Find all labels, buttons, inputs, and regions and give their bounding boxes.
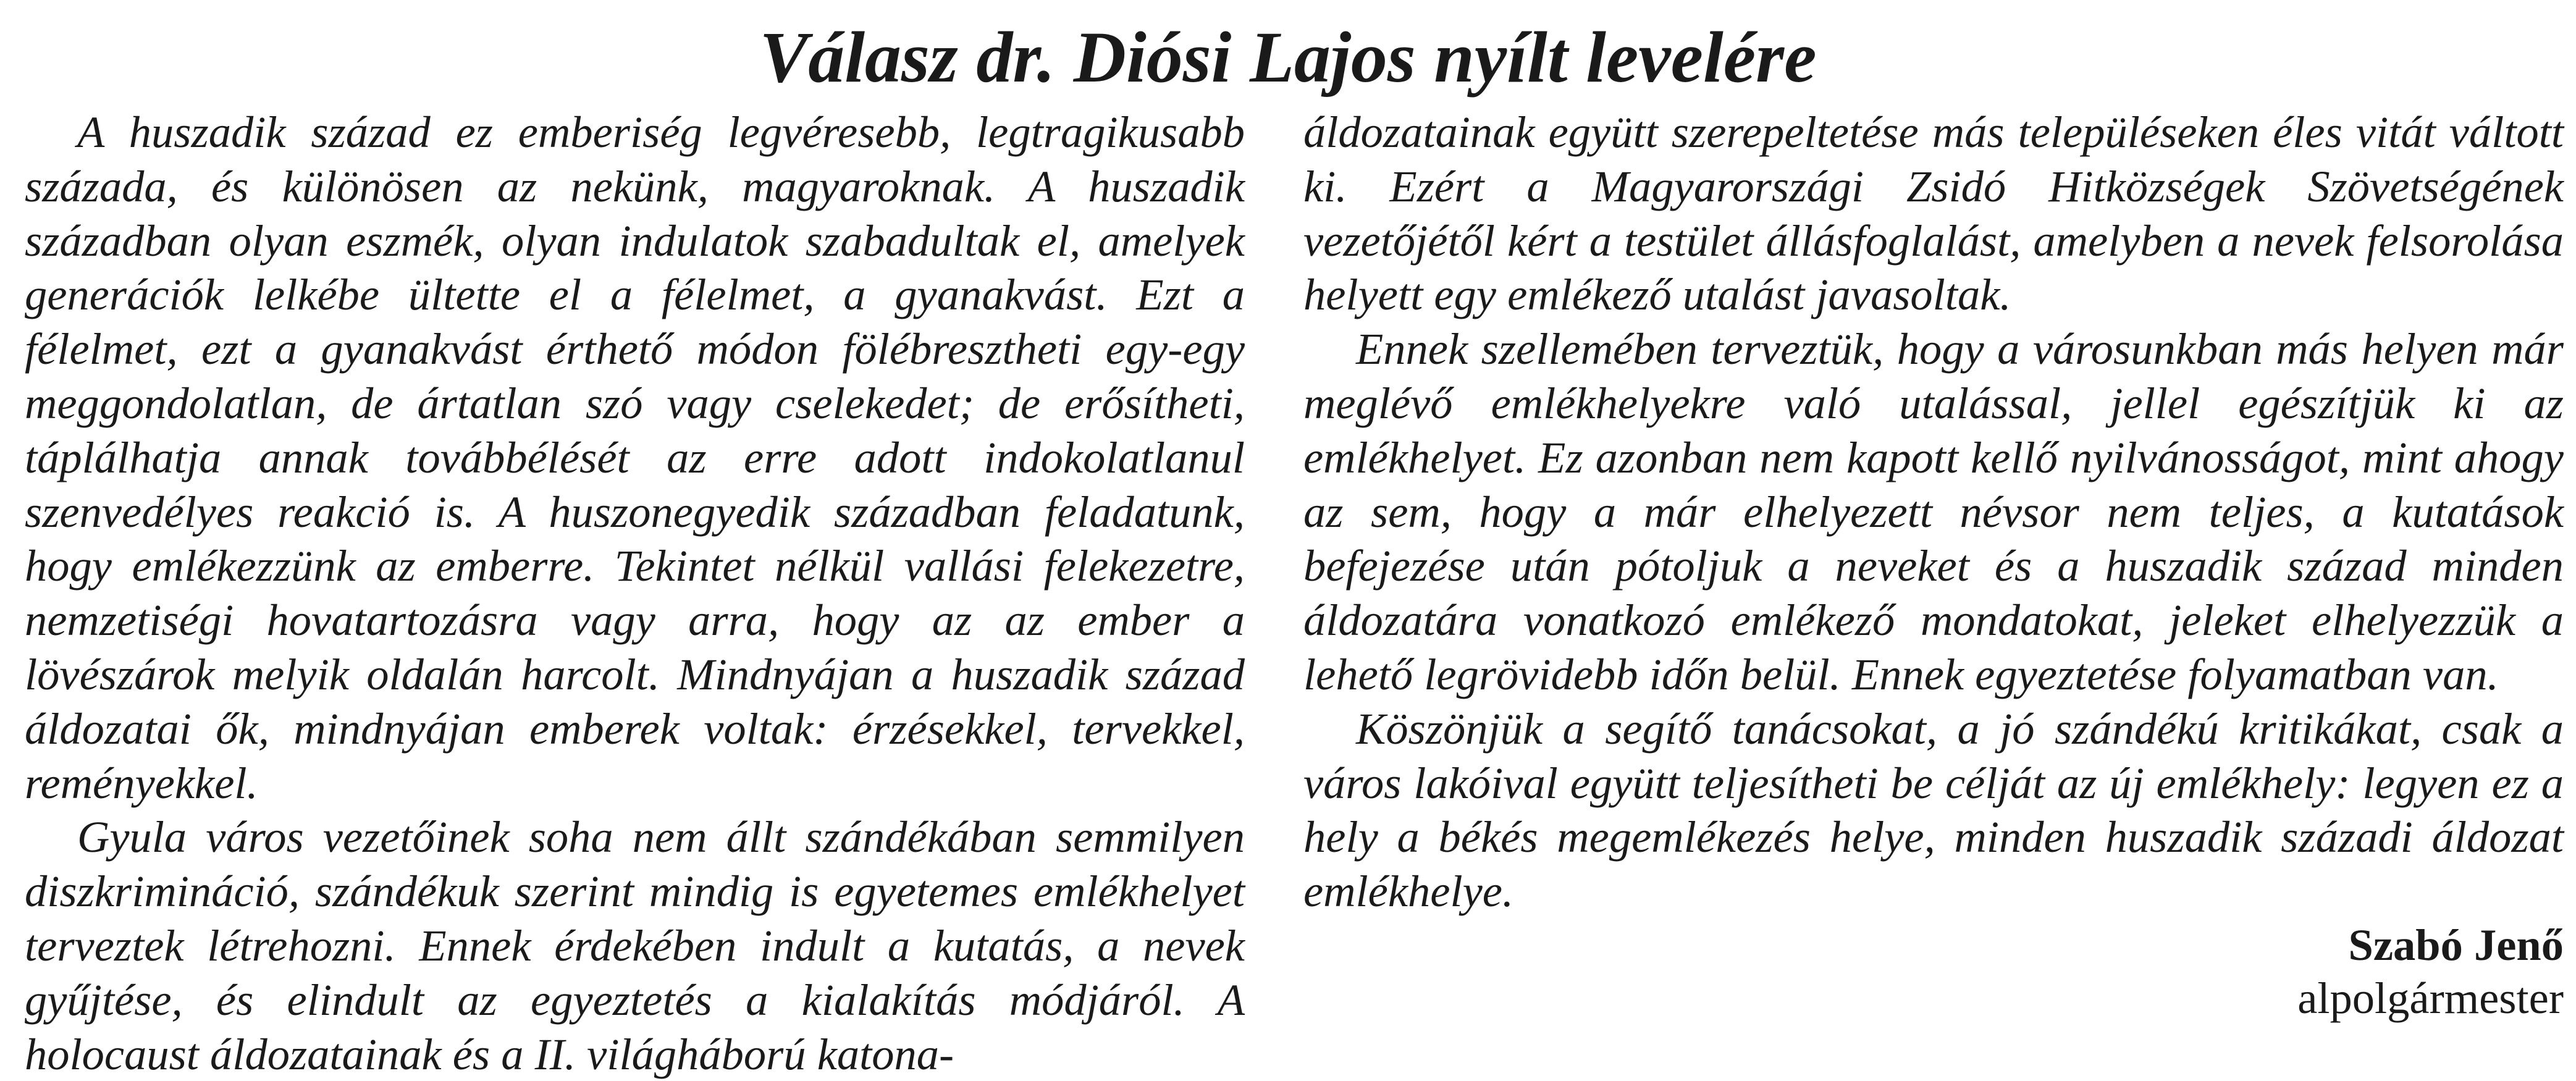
paragraph-2-continued: áldozatainak együtt szerepeltetése más településeken éles vitát váltott ki. Ezért a Magyarországi Zsidó Hitközségek Szövetségének vezetőjétől kért a testület állásfoglalást, amelyben a nevek felsorolása helyett egy emlékező utalást javasoltak.	[1303, 107, 2564, 320]
signature-name: Szabó Jenő	[2348, 919, 2564, 970]
paragraph-2: Gyula város vezetőinek soha nem állt szándékában semmilyen diszkrimináció, szándékuk szerint mindig is egyetemes emlékhelyet terveztek létrehozni. Ennek érdekében indult a kutatás, a nevek gyűjtése, és elindult az egyeztetés a kialakítás módjáról. A holocaust áldozatainak és a II. világháború katona-	[25, 812, 1245, 1079]
article-title: Válasz dr. Diósi Lajos nyílt levelére	[759, 17, 1817, 98]
right-column	[1303, 105, 2564, 1025]
paragraph-1: A huszadik század ez emberiség legvéresebb, legtragikusabb százada, és különösen az nekünk, magyaroknak. A huszadik században olyan eszmék, olyan indulatok szabadultak el, amelyek generációk lelkébe ültette el a félelmet, a gyanakvást. Ezt a félelmet, ezt a gyanakvást érthető módon fölébresztheti egy-egy meggondolatlan, de ártatlan szó vagy cselekedet; de erősítheti, táplálhatja annak továbbélését az erre adott indokolatlanul szenvedélyes reakció is. A huszonegyedik században feladatunk, hogy emlékezzünk az emberre. Tekintet nélkül vallási felekezetre, nemzetiségi hovatartozásra vagy arra, hogy az az ember a lövészárok melyik oldalán harcolt. Mindnyájan a huszadik század áldozatai ők, mindnyájan emberek voltak: érzésekkel, tervekkel, reményekkel.	[25, 107, 1245, 808]
signature-block	[1303, 919, 2564, 1025]
signature-role: alpolgármester	[2297, 972, 2564, 1023]
paragraph-4: Köszönjük a segítő tanácsokat, a jó szándékú kritikákat, csak a város lakóival együtt teljesítheti be célját az új emlékhely: legyen ez a hely a békés megemlékezés helye, minden huszadik századi áldozat emlékhelye.	[1303, 703, 2564, 917]
left-column	[25, 105, 1245, 1081]
paragraph-3: Ennek szellemében terveztük, hogy a városunkban más helyen már meglévő emlékhelyekre való utalással, jellel egészítjük ki az emlékhelyet. Ez azonban nem kapott kellő nyilvánosságot, mint ahogy az sem, hogy a már elhelyezett névsor nem teljes, a kutatások befejezése után pótoljuk a neveket és a huszadik század minden áldozatára vonatkozó emlékező mondatokat, jeleket elhelyezzük a lehető legrövidebb időn belül. Ennek egyeztetése folyamatban van.	[1303, 324, 2564, 699]
